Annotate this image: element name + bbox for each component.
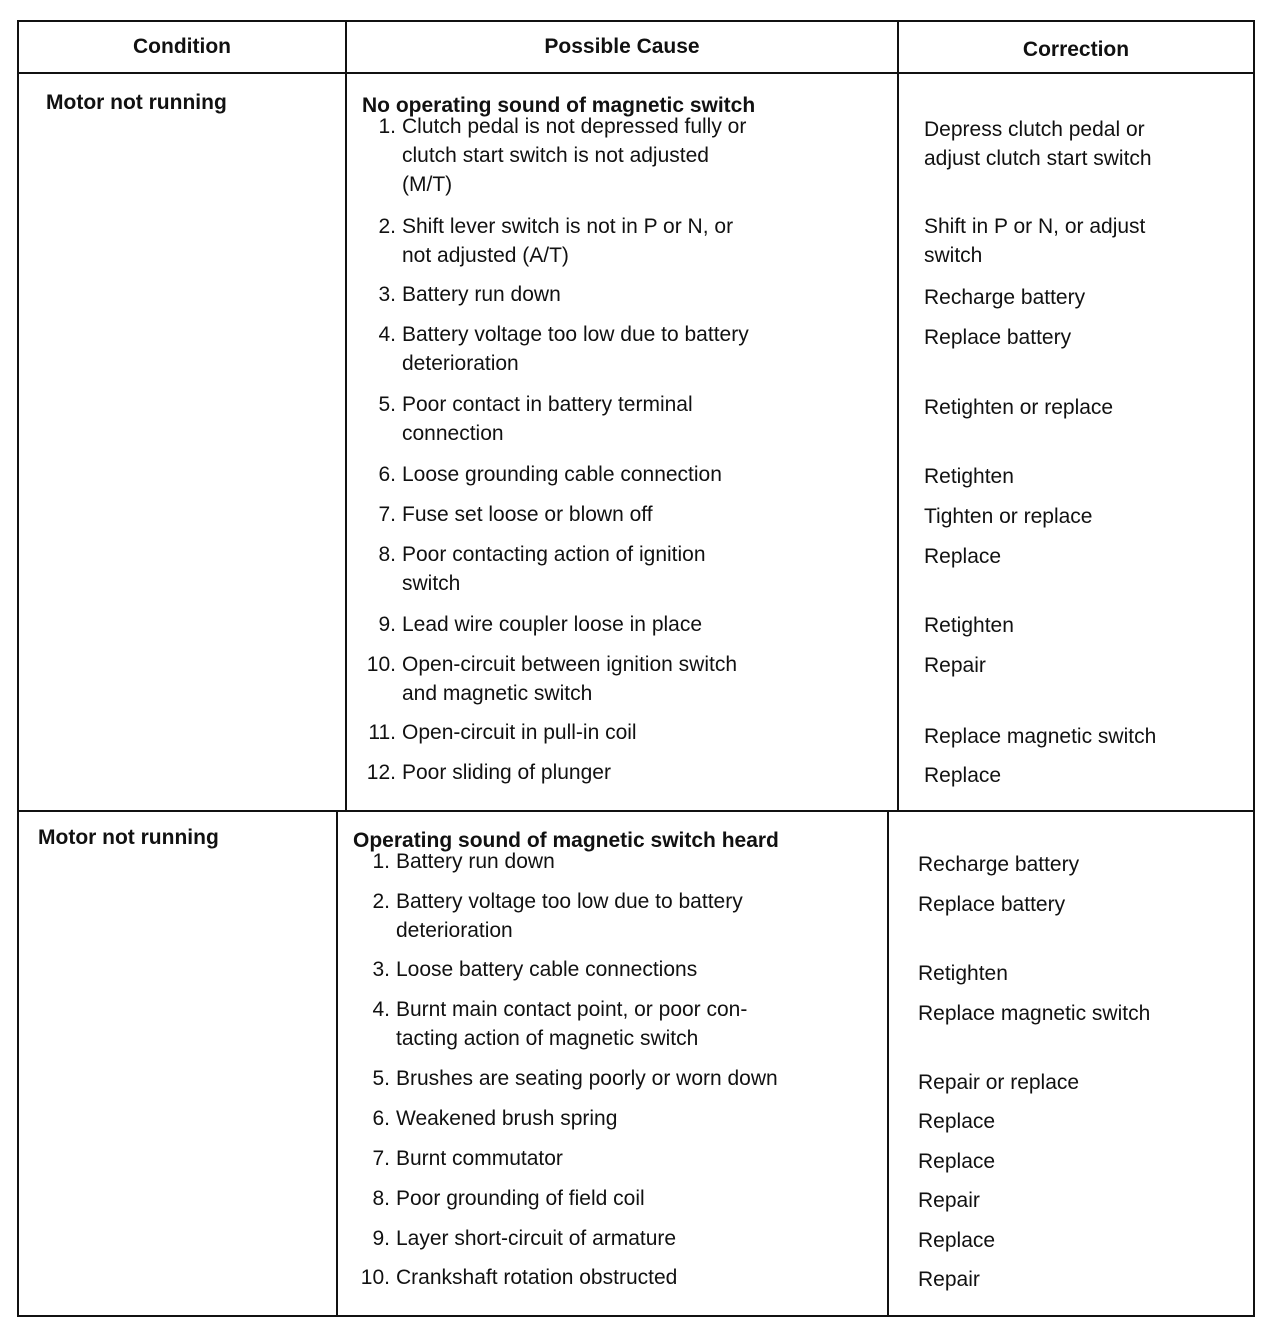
header-possible-cause: Possible Cause (544, 35, 700, 58)
correction-item (924, 115, 1234, 173)
cause-number: 2. (372, 890, 390, 913)
correction-text-line: Recharge battery (924, 286, 1086, 309)
cause-item (378, 500, 902, 529)
cause-subheading: Operating sound of magnetic switch heard (353, 829, 779, 852)
cause-text-line: Shift lever switch is not in P or N, or (402, 215, 734, 238)
correction-item (924, 323, 1234, 352)
correction-item (924, 542, 1234, 571)
correction-item (924, 462, 1234, 491)
cause-number: 5. (372, 1067, 390, 1090)
cause-text-line: Open-circuit in pull-in coil (402, 721, 637, 744)
cause-text-line: Battery voltage too low due to battery (402, 323, 749, 346)
correction-text-line: Replace (918, 1229, 996, 1252)
cause-number: 1. (378, 115, 396, 138)
cause-number: 7. (372, 1147, 390, 1170)
cause-item (372, 1064, 896, 1093)
cause-item (378, 112, 902, 199)
cause-text-line: Lead wire coupler loose in place (402, 613, 703, 636)
troubleshooting-table (17, 20, 1255, 1317)
cause-text-line: Battery run down (396, 850, 555, 873)
cause-item (366, 650, 902, 708)
correction-text-line: Shift in P or N, or adjust (924, 215, 1146, 238)
cause-item (360, 1263, 896, 1292)
cause-item (366, 758, 902, 787)
column-divider (336, 812, 338, 1315)
cause-number: 12. (366, 761, 396, 784)
correction-item (924, 722, 1234, 751)
correction-text-line: Retighten (924, 465, 1014, 488)
cause-number: 6. (378, 463, 396, 486)
correction-text-line: Tighten or replace (924, 505, 1093, 528)
cause-text-line: Poor sliding of plunger (402, 761, 611, 784)
cause-text-line: Poor contacting action of ignition (402, 543, 706, 566)
cause-number: 8. (378, 543, 396, 566)
cause-item (372, 1144, 896, 1173)
correction-text-line: Replace battery (924, 326, 1072, 349)
cause-text-line: (M/T) (402, 173, 453, 196)
cause-subheading: No operating sound of magnetic switch (362, 94, 756, 117)
cause-text-line: Weakened brush spring (396, 1107, 618, 1130)
cause-item (378, 610, 902, 639)
correction-text-line: Replace magnetic switch (918, 1002, 1151, 1025)
cause-item (372, 1184, 896, 1213)
correction-text-line: Replace (918, 1150, 996, 1173)
cause-number: 3. (378, 283, 396, 306)
cause-number: 10. (360, 1266, 390, 1289)
column-divider (345, 22, 347, 812)
correction-text-line: Replace (924, 764, 1002, 787)
cause-number: 7. (378, 503, 396, 526)
cause-item (372, 995, 896, 1053)
correction-text-line: Repair or replace (918, 1071, 1080, 1094)
correction-item (918, 959, 1228, 988)
cause-text-line: Crankshaft rotation obstructed (396, 1266, 678, 1289)
cause-number: 11. (368, 721, 396, 744)
correction-item (918, 1226, 1228, 1255)
correction-text-line: Replace battery (918, 893, 1066, 916)
correction-text-line: Depress clutch pedal or (924, 118, 1145, 141)
cause-text-line: Poor grounding of field coil (396, 1187, 645, 1210)
cause-text-line: and magnetic switch (402, 682, 593, 705)
cause-number: 4. (372, 998, 390, 1021)
cause-item (378, 460, 902, 489)
correction-text-line: Recharge battery (918, 853, 1080, 876)
correction-text-line: Retighten (924, 614, 1014, 637)
cause-number: 6. (372, 1107, 390, 1130)
cause-number: 5. (378, 393, 396, 416)
correction-item (924, 611, 1234, 640)
cause-number: 4. (378, 323, 396, 346)
cause-text-line: Burnt commutator (396, 1147, 563, 1170)
cause-text-line: Battery voltage too low due to battery (396, 890, 743, 913)
cause-number: 8. (372, 1187, 390, 1210)
correction-item (924, 761, 1234, 790)
cause-text-line: tacting action of magnetic switch (396, 1027, 699, 1050)
cause-item (378, 320, 902, 378)
cause-number: 9. (372, 1227, 390, 1250)
correction-item (924, 651, 1234, 680)
cause-text-line: Brushes are seating poorly or worn down (396, 1067, 778, 1090)
correction-item (918, 1186, 1228, 1215)
correction-item (924, 502, 1234, 531)
cause-item (372, 1224, 896, 1253)
correction-text-line: Repair (918, 1268, 980, 1291)
cause-text-line: deterioration (402, 352, 519, 375)
cause-number: 1. (372, 850, 390, 873)
correction-item (924, 283, 1234, 312)
cause-text-line: Loose grounding cable connection (402, 463, 722, 486)
cause-number: 2. (378, 215, 396, 238)
cause-item (372, 887, 896, 945)
correction-item (918, 1068, 1228, 1097)
cause-item (372, 1104, 896, 1133)
condition-label: Motor not running (38, 826, 219, 849)
cause-item (378, 390, 902, 448)
cause-number: 3. (372, 958, 390, 981)
cause-number: 9. (378, 613, 396, 636)
correction-text-line: Replace (918, 1110, 996, 1133)
cause-item (368, 718, 902, 747)
correction-text-line: Replace (924, 545, 1002, 568)
cause-text-line: deterioration (396, 919, 513, 942)
cause-text-line: connection (402, 422, 504, 445)
cause-text-line: Battery run down (402, 283, 561, 306)
cause-text-line: clutch start switch is not adjusted (402, 144, 709, 167)
correction-item (918, 850, 1228, 879)
cause-item (378, 212, 902, 270)
correction-item (918, 1265, 1228, 1294)
correction-text-line: Repair (918, 1189, 980, 1212)
condition-label: Motor not running (46, 91, 227, 114)
cause-item (372, 955, 896, 984)
correction-item (924, 212, 1234, 270)
cause-text-line: Poor contact in battery terminal (402, 393, 693, 416)
correction-text-line: Retighten or replace (924, 396, 1114, 419)
cause-text-line: Open-circuit between ignition switch (402, 653, 737, 676)
correction-text-line: adjust clutch start switch (924, 147, 1152, 170)
cause-text-line: Layer short-circuit of armature (396, 1227, 677, 1250)
cause-text-line: switch (402, 572, 461, 595)
correction-text-line: Replace magnetic switch (924, 725, 1157, 748)
cause-number: 10. (366, 653, 396, 676)
cause-item (372, 847, 896, 876)
correction-text-line: switch (924, 244, 983, 267)
cause-text-line: Burnt main contact point, or poor con- (396, 998, 748, 1021)
correction-item (918, 1107, 1228, 1136)
cause-text-line: Fuse set loose or blown off (402, 503, 653, 526)
correction-item (924, 393, 1234, 422)
correction-item (918, 890, 1228, 919)
section-divider (19, 810, 1253, 812)
cause-item (378, 280, 902, 309)
correction-text-line: Repair (924, 654, 986, 677)
correction-item (918, 1147, 1228, 1176)
cause-text-line: Loose battery cable connections (396, 958, 698, 981)
cause-text-line: not adjusted (A/T) (402, 244, 569, 267)
correction-item (918, 999, 1228, 1028)
cause-text-line: Clutch pedal is not depressed fully or (402, 115, 747, 138)
header-correction: Correction (1022, 38, 1130, 61)
cause-item (378, 540, 902, 598)
correction-text-line: Retighten (918, 962, 1008, 985)
header-condition: Condition (133, 35, 231, 58)
